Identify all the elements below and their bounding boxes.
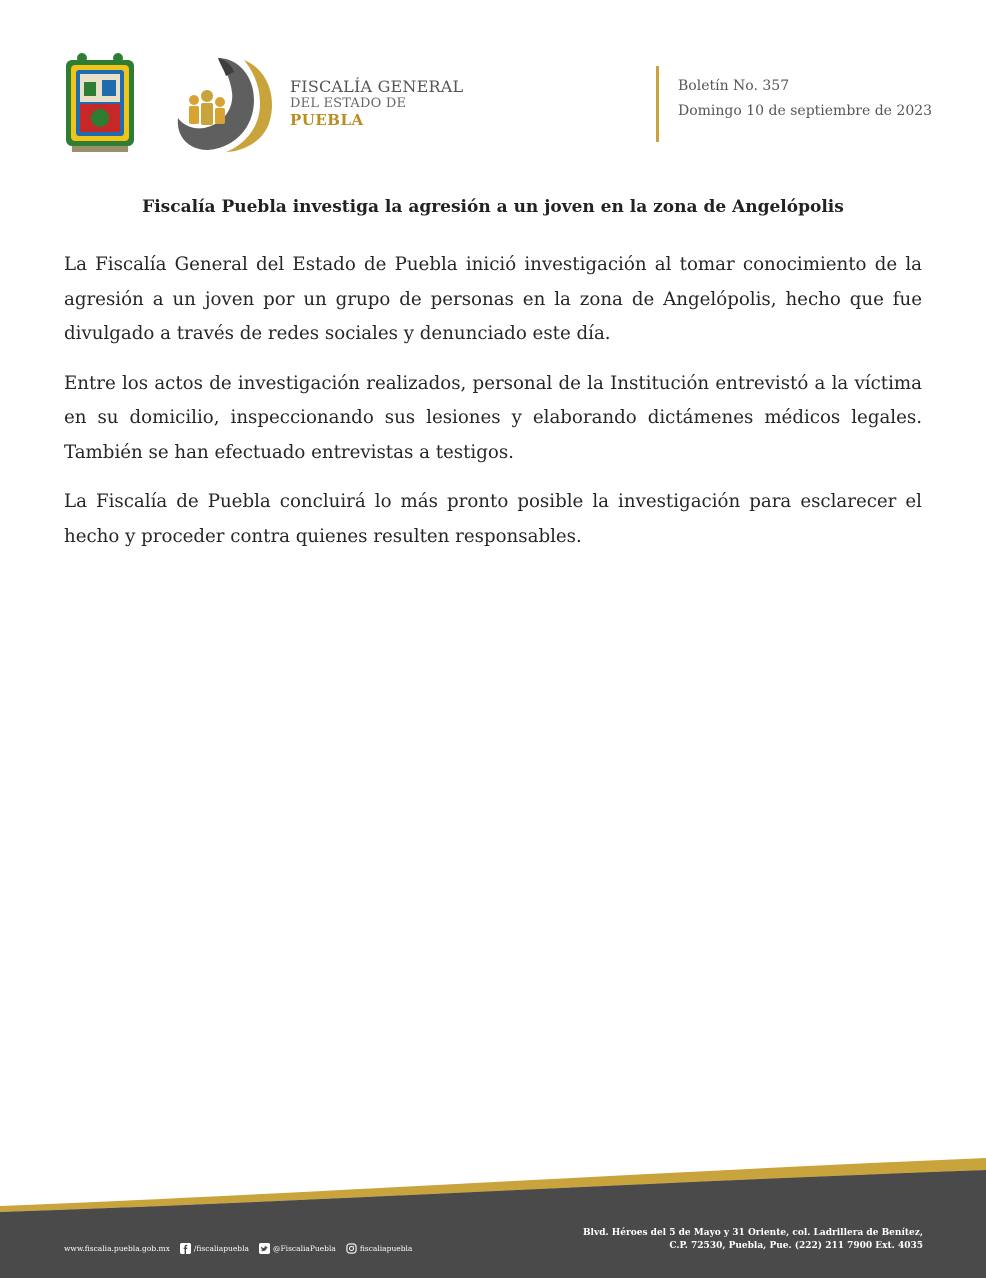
- header-divider: [656, 66, 659, 142]
- org-name-line1: FISCALÍA GENERAL: [290, 77, 464, 96]
- bulletin-number: Boletín No. 357: [678, 78, 790, 94]
- footer-contacts: [64, 1238, 412, 1258]
- article-body: [64, 248, 922, 569]
- instagram-icon[interactable]: [346, 1243, 357, 1254]
- twitter-handle[interactable]: @FiscaliaPuebla: [272, 1243, 336, 1253]
- puebla-coat-of-arms-logo: [62, 52, 138, 154]
- bulletin-info: [678, 74, 932, 124]
- paragraph-3: La Fiscalía de Puebla concluirá lo más pronto posible la investigación para esclarecer el hecho y proceder contra quienes resulten responsables.: [64, 491, 922, 547]
- letterhead: [0, 0, 986, 170]
- article-title: Fiscalía Puebla investiga la agresión a un joven en la zona de Angelópolis: [142, 197, 844, 217]
- organization-name: [290, 78, 463, 129]
- website-link[interactable]: www.fiscalia.puebla.gob.mx: [64, 1243, 170, 1253]
- paragraph-1: La Fiscalía General del Estado de Puebla inició investigación al tomar conocimiento de la agresión a un joven por un grupo de personas en la zona de Angelópolis, hecho que fue divulgado a través de redes sociales y denunciado este día.: [64, 254, 922, 344]
- bulletin-date: Domingo 10 de septiembre de 2023: [678, 103, 933, 119]
- facebook-handle[interactable]: /fiscaliapuebla: [193, 1243, 249, 1253]
- footer-address: [583, 1227, 923, 1253]
- address-line-2: C.P. 72530, Puebla, Pue. (222) 211 7900 Ext. 4035: [669, 1241, 923, 1251]
- org-name-line2: DEL ESTADO DE: [290, 96, 407, 111]
- address-line-1: Blvd. Héroes del 5 de Mayo y 31 Oriente, col. Ladrillera de Benítez,: [582, 1228, 923, 1238]
- org-name-line3: PUEBLA: [290, 111, 364, 129]
- paragraph-2: Entre los actos de investigación realizados, personal de la Institución entrevistó a la víctima en su domicilio, inspeccionando sus lesiones y elaborando dictámenes médicos legales. También se han efectuado entrevistas a testigos.: [64, 372, 922, 463]
- facebook-icon[interactable]: [180, 1243, 191, 1254]
- instagram-handle[interactable]: fiscaliapuebla: [359, 1243, 413, 1253]
- fiscalia-eagle-logo: [174, 52, 284, 154]
- footer-band: [0, 1150, 986, 1278]
- twitter-icon[interactable]: [259, 1243, 270, 1254]
